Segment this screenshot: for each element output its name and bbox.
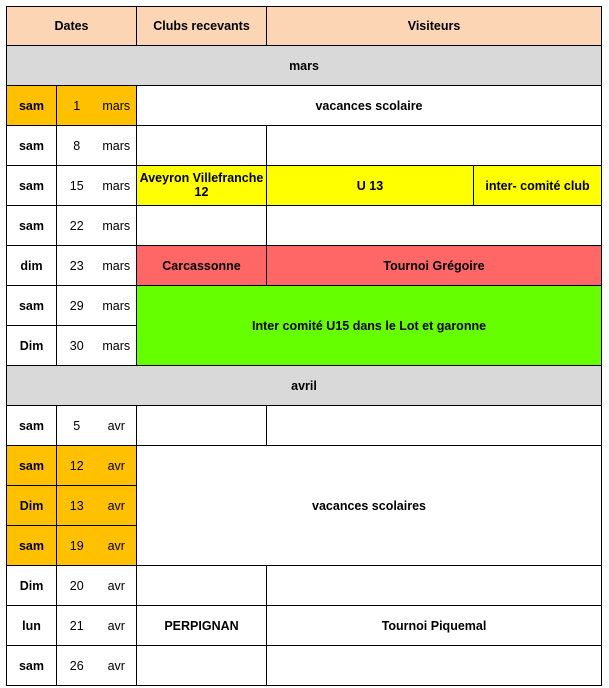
month-cell: mars xyxy=(97,246,137,286)
visitor-cell-2: inter- comité club xyxy=(474,166,602,206)
table-row xyxy=(7,566,602,606)
club-cell: Carcassonne xyxy=(137,246,267,286)
day-cell: sam xyxy=(7,406,57,446)
header-clubs: Clubs recevants xyxy=(137,7,267,46)
month-cell: mars xyxy=(97,326,137,366)
visitor-cell xyxy=(267,646,602,686)
event-cell: Inter comité U15 dans le Lot et garonne xyxy=(137,286,602,366)
date-cell: 8 xyxy=(57,126,97,166)
table-row xyxy=(7,126,602,166)
day-cell: sam xyxy=(7,446,57,486)
day-cell: Dim xyxy=(7,566,57,606)
month-cell: avr xyxy=(97,486,137,526)
day-cell: lun xyxy=(7,606,57,646)
date-cell: 5 xyxy=(57,406,97,446)
date-cell: 30 xyxy=(57,326,97,366)
date-cell: 22 xyxy=(57,206,97,246)
header-row xyxy=(7,7,602,46)
month-cell: avr xyxy=(97,606,137,646)
club-cell xyxy=(137,206,267,246)
month-row xyxy=(7,46,602,86)
day-cell: sam xyxy=(7,286,57,326)
date-cell: 29 xyxy=(57,286,97,326)
visitor-cell xyxy=(267,406,602,446)
day-cell: sam xyxy=(7,646,57,686)
date-cell: 12 xyxy=(57,446,97,486)
day-cell: dim xyxy=(7,246,57,286)
month-cell: avr xyxy=(97,526,137,566)
club-cell xyxy=(137,566,267,606)
day-cell: sam xyxy=(7,526,57,566)
table-row xyxy=(7,246,602,286)
date-cell: 21 xyxy=(57,606,97,646)
event-cell: vacances scolaires xyxy=(137,446,602,566)
month-cell: mars xyxy=(97,166,137,206)
table-row xyxy=(7,166,602,206)
table-row xyxy=(7,406,602,446)
date-cell: 15 xyxy=(57,166,97,206)
club-cell xyxy=(137,406,267,446)
visitor-cell: Tournoi Piquemal xyxy=(267,606,602,646)
month-cell: mars xyxy=(97,286,137,326)
month-cell: avr xyxy=(97,446,137,486)
header-visitors: Visiteurs xyxy=(267,7,602,46)
day-cell: sam xyxy=(7,126,57,166)
visitor-cell xyxy=(267,566,602,606)
month-cell: mars xyxy=(97,86,137,126)
visitor-cell: U 13 xyxy=(267,166,474,206)
month-row xyxy=(7,366,602,406)
date-cell: 1 xyxy=(57,86,97,126)
date-cell: 19 xyxy=(57,526,97,566)
month-cell: mars xyxy=(97,126,137,166)
table-row xyxy=(7,446,602,486)
month-label: avril xyxy=(7,366,602,406)
club-cell: PERPIGNAN xyxy=(137,606,267,646)
header-dates: Dates xyxy=(7,7,137,46)
day-cell: sam xyxy=(7,166,57,206)
day-cell: Dim xyxy=(7,326,57,366)
table-row xyxy=(7,646,602,686)
day-cell: Dim xyxy=(7,486,57,526)
table-row xyxy=(7,86,602,126)
club-cell xyxy=(137,646,267,686)
month-label: mars xyxy=(7,46,602,86)
table-row xyxy=(7,206,602,246)
schedule-table xyxy=(6,6,602,686)
table-row xyxy=(7,606,602,646)
table-row xyxy=(7,286,602,326)
day-cell: sam xyxy=(7,86,57,126)
date-cell: 23 xyxy=(57,246,97,286)
club-cell xyxy=(137,126,267,166)
event-cell: vacances scolaire xyxy=(137,86,602,126)
date-cell: 13 xyxy=(57,486,97,526)
club-cell: Aveyron Villefranche 12 xyxy=(137,166,267,206)
day-cell: sam xyxy=(7,206,57,246)
month-cell: avr xyxy=(97,646,137,686)
visitor-cell xyxy=(267,206,602,246)
date-cell: 26 xyxy=(57,646,97,686)
visitor-cell xyxy=(267,126,602,166)
month-cell: mars xyxy=(97,206,137,246)
visitor-cell: Tournoi Grégoire xyxy=(267,246,602,286)
date-cell: 20 xyxy=(57,566,97,606)
month-cell: avr xyxy=(97,566,137,606)
month-cell: avr xyxy=(97,406,137,446)
